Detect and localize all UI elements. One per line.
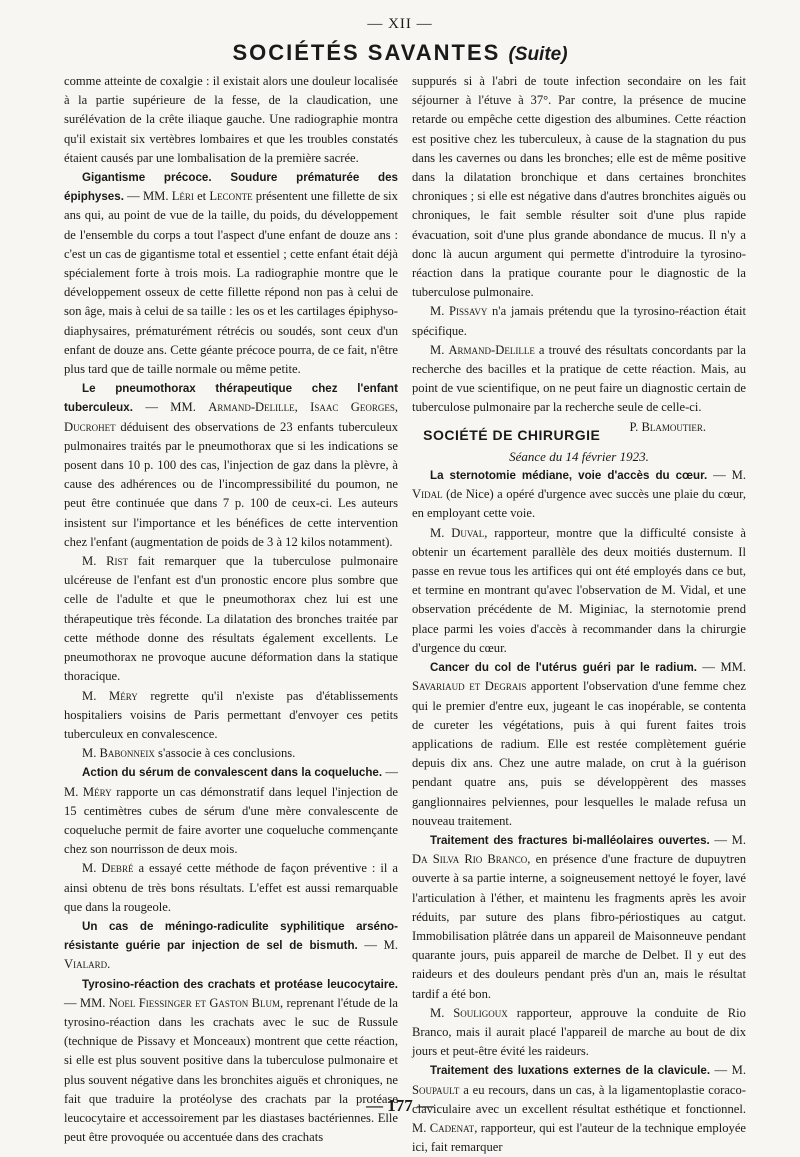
article-pneumothorax: Le pneumothorax thérapeutique chez l'enfant tuberculeux. — MM. Armand-Delille, Isaac Georges, Ducrohet déduisent des observations de 23 enfants tuberculeux pulmonaires traités par le pneumothorax que si les indications se posent dans 10 p. 100 des cas, l'injection de gaz dans la plèvre, à cause des adhérences ou de l'incompressibilité du poumon, ne peut être continuée que dans 7 p. 100 de ceux-ci. Les auteurs insistent sur l'importance et les bénéfices de cette intervention chez l'enfant (augmentation de poids de 3 à 12 kilos notamment). <box>64 382 398 549</box>
article-body: , en présence d'une fracture de dupuytren ouverte à sa partie interne, a soigneusement nettoyé le foyer, lavé l'articulation à l'éther, et maintenu les fragments après les avoir réduits, par suture des plans fibro-périostiques au catgut. Immobilisation plâtrée dans un appareil de Maisonneuve pendant quarante jours, puis appareil de marche de Delbet. Il y eut des raideurs et des douleurs pendant près d'un an, mais le résultat tardif a été bon. <box>412 852 746 1001</box>
right-column <box>412 72 746 1157</box>
author-name: Cadenat <box>429 1120 475 1135</box>
author-name: Duval <box>451 525 485 540</box>
article-gigantisme: Gigantisme précoce. Soudure prématurée des épiphyses. — MM. Léri et Leconte présentent une fillette de six ans qui, au point de vue de la taille, du poids, du développement de l'ensemble du corps a tout l'aspect d'une enfant de douze ans : c'est un cas de gigantisme total et essentiel ; cette enfant était déjà spécialement forte à trois mois. La radiographie montre que le développement osseux de cette fillette répond non pas à celui de son âge, mais à celui de sa taille : les os et les cartilages épiphyso-diaphysaires, prématurément rétrécis ou soudés, sont ceux d'un enfant de douze ans. Cette géante précoce pourra, de ce fait, n'être plus tard que de taille normale ou même petite. <box>64 171 398 377</box>
left-column <box>64 72 398 1147</box>
article-heading: Gigantisme précoce. Soudure prématurée des épiphyses. <box>64 171 398 204</box>
article-heading: Cancer du col de l'utérus guéri par le radium. <box>430 661 698 675</box>
author-name: Pissavy <box>449 304 488 319</box>
remark-souligoux: M. Souligoux rapporteur, approuve la conduite de Rio Branco, mais il aurait placé l'appareil de marche au bout de dix jours et peut-être évité les raideurs. <box>412 1005 746 1059</box>
suite-label: (Suite) <box>508 44 568 65</box>
author-name: Leconte <box>209 189 253 204</box>
running-title <box>0 40 800 66</box>
article-heading: La sternotomie médiane, voie d'accès du cœur. <box>430 469 708 483</box>
article-cancer-col: Cancer du col de l'utérus guéri par le radium. — MM. Savariaud et Degrais apportent l'observation d'une femme chez qui le premier d'entre eux, jugeant le cas inopérable, se contenta de cureter les végétations, puis à qui furent faites trois applications de radium. Elle est restée complètement guérie depuis dix ans. Chez une autre malade, on crut à la guérison pendant quatre ans, puis se développèrent des masses ganglionnaires pelviennes, pour lesquelles le malade refusa un nouveau traitement. <box>412 660 746 828</box>
author-name: Armand-Delille <box>448 342 535 357</box>
author-name: Vidal <box>412 487 443 502</box>
author-names: Savariaud et Degrais <box>412 679 527 694</box>
author-name: Babonneix <box>99 746 155 761</box>
signature: P. Blamoutier. <box>629 419 706 434</box>
article-tyrosino: Tyrosino-réaction des crachats et protéase leucocytaire. — MM. Noel Fiessinger et Gaston Blum, reprenant l'étude de la tyrosino-réaction dans les crachats avec le suc de Russule (technique de Pissavy et Monceaux) montrent que cette réaction, si elle est plus souvent positive dans la tuberculose pulmonaire et plus souvent négative dans les bronchites aiguës et chroniques, ne fait que traduire la protéolyse des crachats par la protéase leucocytaire et accessoirement par les diastases bactériennes. Elle peut être provoquée ou accentuée dans des crachats <box>64 977 398 1145</box>
author-name: Méry <box>82 784 112 799</box>
article-body: déduisent des observations de 23 enfants tuberculeux pulmonaires traités par le pneumothorax que si les indications se posent dans 10 p. 100 des cas, l'injection de gaz dans la plèvre, à cause des adhérences ou de l'incompressibilité du poumon, ne peut être continuée que dans 7 p. 100 de ceux-ci. Les auteurs insistent sur l'importance et les bénéfices de cette intervention chez l'enfant (augmentation de poids de 3 à 12 kilos notamment). <box>64 419 398 549</box>
author-name: Vialard <box>64 957 108 972</box>
author-name: Da Silva Rio Branco <box>412 852 528 867</box>
remark-rist: M. Rist fait remarquer que la tuberculose pulmonaire ulcéreuse de l'enfant est d'un pronostic encore plus sombre que celle de l'adulte et que le pneumothorax chez lui est une thérapeutique très féconde. La dilatation des bronches traitée par cette méthode donne des résultats également excellents. Le pneumothorax ne provoque aucune déformation dans la statique thoracique. <box>64 554 398 684</box>
author-name: Debré <box>101 861 134 876</box>
article-sternotomie: La sternotomie médiane, voie d'accès du cœur. — M. Vidal (de Nice) a opéré d'urgence avec succès une plaie du cœur, en employant cette voie. <box>412 468 746 521</box>
author-name: Soupault <box>412 1082 460 1097</box>
paragraph: comme atteinte de coxalgie : il existait alors une douleur localisée à la partie supérieure de la fesse, de la claudication, une surélévation de la crête iliaque gauche. Une radiographie montra qu'il existait six vertèbres lombaires et que les troubles constatés étaient causés par une lombalisation de la première sacrée. <box>64 74 398 165</box>
article-coqueluche: Action du sérum de convalescent dans la coqueluche. — M. Méry rapporte un cas démonstratif dans lequel l'injection de 15 centimètres cubes de sérum d'une mère convalescente de coqueluche permit de faire avorter une coqueluche commençante chez son nourrisson de deux mois. <box>64 765 399 857</box>
remark-debre: M. Debré a essayé cette méthode de façon préventive : il a ainsi obtenu de très bons résultats. L'effet est aussi remarquable que dans la rougeole. <box>64 861 398 914</box>
article-heading: Action du sérum de convalescent dans la coqueluche. <box>82 766 383 780</box>
article-luxations: Traitement des luxations externes de la clavicule. — M. Soupault a eu recours, dans un cas, à la ligamentoplastie coraco-claviculaire avec un excellent résultat esthétique et fonctionnel. M. Cadenat, rapporteur, qui est l'auteur de la technique employée ici, fait remarquer <box>412 1063 746 1155</box>
remark-babonneix: M. Babonneix s'associe à ces conclusions. <box>82 746 296 761</box>
session-date: Séance du 14 février 1923. <box>509 448 649 464</box>
author-name: Souligoux <box>453 1005 508 1020</box>
article-body: rapporte un cas démonstratif dans lequel l'injection de 15 centimètres cubes de sérum d'une mère convalescente de coqueluche permit de faire avorter une coqueluche commençante chez son nourrisson de deux mois. <box>64 784 399 857</box>
author-name: Méry <box>109 688 138 703</box>
remark-pissavy: M. Pissavy n'a jamais prétendu que la tyrosino-réaction était spécifique. <box>412 304 746 338</box>
society-title: SOCIÉTÉ DE CHIRURGIE <box>423 426 601 443</box>
article-body: , reprenant l'étude de la tyrosino-réaction dans les crachats avec le suc de Russule (technique de Pissavy et Monceaux) montrent que cette réaction, si elle est plus souvent positive dans la tuberculose pulmonaire et plus souvent négative dans les bronchites aiguës et chroniques, ne fait que traduire la protéolyse des crachats par la protéase leucocytaire et accessoirement par les diastases bactériennes. Elle peut être provoquée ou accentuée dans des crachats <box>64 995 398 1145</box>
author-name: Rist <box>106 554 129 569</box>
page-number: — 177 — <box>366 1096 434 1115</box>
paragraph: suppurés si à l'abri de toute infection secondaire on les fait séjourner à l'étuve à 37°. Par contre, la présence de mucine retarde ou empêche cette digestion des albumines. Cette réaction est positive chez les tuberculeux, à cause de la stagnation du pus dans les cavernes ou dans les bronches; elle est de même positive dans la dilatation bronchique et dans certaines bronchites chroniques ; si elle est négative dans d'autres bronchites aiguës ou chroniques, le fait semble résulter soit d'une plus rapide évacuation, soit d'une plus grande abondance de mucus. Il n'y a donc là aucun argument qui permette d'introduire la tyrosino-réaction dans la pratique courante pour le diagnostic de la tuberculose pulmonaire. <box>412 74 746 300</box>
article-heading: Un cas de méningo-radiculite syphilitique arséno-résistante guérie par injection de sel de bismuth. <box>64 919 398 953</box>
article-heading: Traitement des fractures bi-malléolaires ouvertes. <box>430 833 710 847</box>
article-heading: Tyrosino-réaction des crachats et protéase leucocytaire. <box>82 977 398 991</box>
page-folio-roman: — XII — <box>367 16 433 32</box>
article-body: apportent l'observation d'une femme chez qui le premier d'entre eux, jugeant le cas inopérable, se contenta de cureter les végétations, puis à qui furent faites trois applications de radium. Elle est restée complètement guérie depuis dix ans. Chez une autre malade, on crut à la guérison pendant quatre ans, puis se développèrent des masses ganglionnaires pelviennes, pour lesquelles le malade refusa un nouveau traitement. <box>412 679 746 828</box>
article-heading: Traitement des luxations externes de la clavicule. <box>430 1064 711 1078</box>
author-name: Léri <box>171 189 194 204</box>
remark-duval: M. Duval, rapporteur, montre que la difficulté consiste à obtenir un écartement parallèle des deux moitiés dusternum. Il passe en revue tous les artifices qui ont été employés dans ce but, et termine en montrant qu'avec l'observation de M. Vidal, et une observation précédente de M. Miginiac, la sternotomie prend place parmi les voies d'accès à recommander dans la chirurgie d'urgence du cœur. <box>412 525 746 655</box>
article-body: (de Nice) a opéré d'urgence avec succès une plaie du cœur, en employant cette voie. <box>412 487 746 521</box>
article-meningo: Un cas de méningo-radiculite syphilitique arséno-résistante guérie par injection de sel de bismuth. — M. Vialard. <box>64 919 398 972</box>
section-heading: SOCIÉTÉS SAVANTES <box>232 40 501 65</box>
author-names: Noel Fiessinger et Gaston Blum <box>108 995 280 1010</box>
article-heading: Le pneumothorax thérapeutique chez l'enfant tuberculeux. <box>64 382 398 415</box>
remark-armand-delille: M. Armand-Delille a trouvé des résultats concordants par la recherche des bacilles et la pratique de cette réaction. Mais, au point de vue scientifique, on ne peut faire un diagnostic certain de tuberculose pulmonaire par la recherche seule de celle-ci. P. Blamoutier. <box>412 341 746 418</box>
article-body: présentent une fillette de six ans qui, au point de vue de la taille, du poids, du développement de l'ensemble du corps a tout l'aspect d'une enfant de douze ans : c'est un cas de gigantisme total et essentiel ; cette enfant était déjà spécialement forte à trois mois. La radiographie montre que le développement osseux de cette fillette répond non pas à celui de son âge, mais à celui de sa taille : les os et les cartilages épiphyso-diaphysaires, prématurément rétrécis ou soudés, sont ceux d'un enfant de douze ans. Cette géante précoce pourra, de ce fait, n'être plus tard que de taille normale ou même petite. <box>64 189 398 377</box>
article-fractures: Traitement des fractures bi-malléolaires ouvertes. — M. Da Silva Rio Branco, en présence d'une fracture de dupuytren ouverte à sa partie interne, a soigneusement nettoyé le foyer, lavé l'articulation à l'éther, et maintenu les fragments après les avoir réduits, par suture des plans fibro-périostiques au catgut. Immobilisation plâtrée dans un appareil de Maisonneuve pendant quarante jours, puis appareil de marche de Delbet. Il y eut des raideurs et des douleurs pendant près d'un an, mais le résultat tardif a été bon. <box>412 832 746 1001</box>
remark-mery: M. Méry regrette qu'il n'existe pas d'établissements hospitaliers voisins de Paris permettant d'envoyer ces petits tuberculeux en convalescence. <box>64 688 398 741</box>
author-names: Armand-Delille, Isaac Georges, Ducrohet <box>64 400 398 434</box>
